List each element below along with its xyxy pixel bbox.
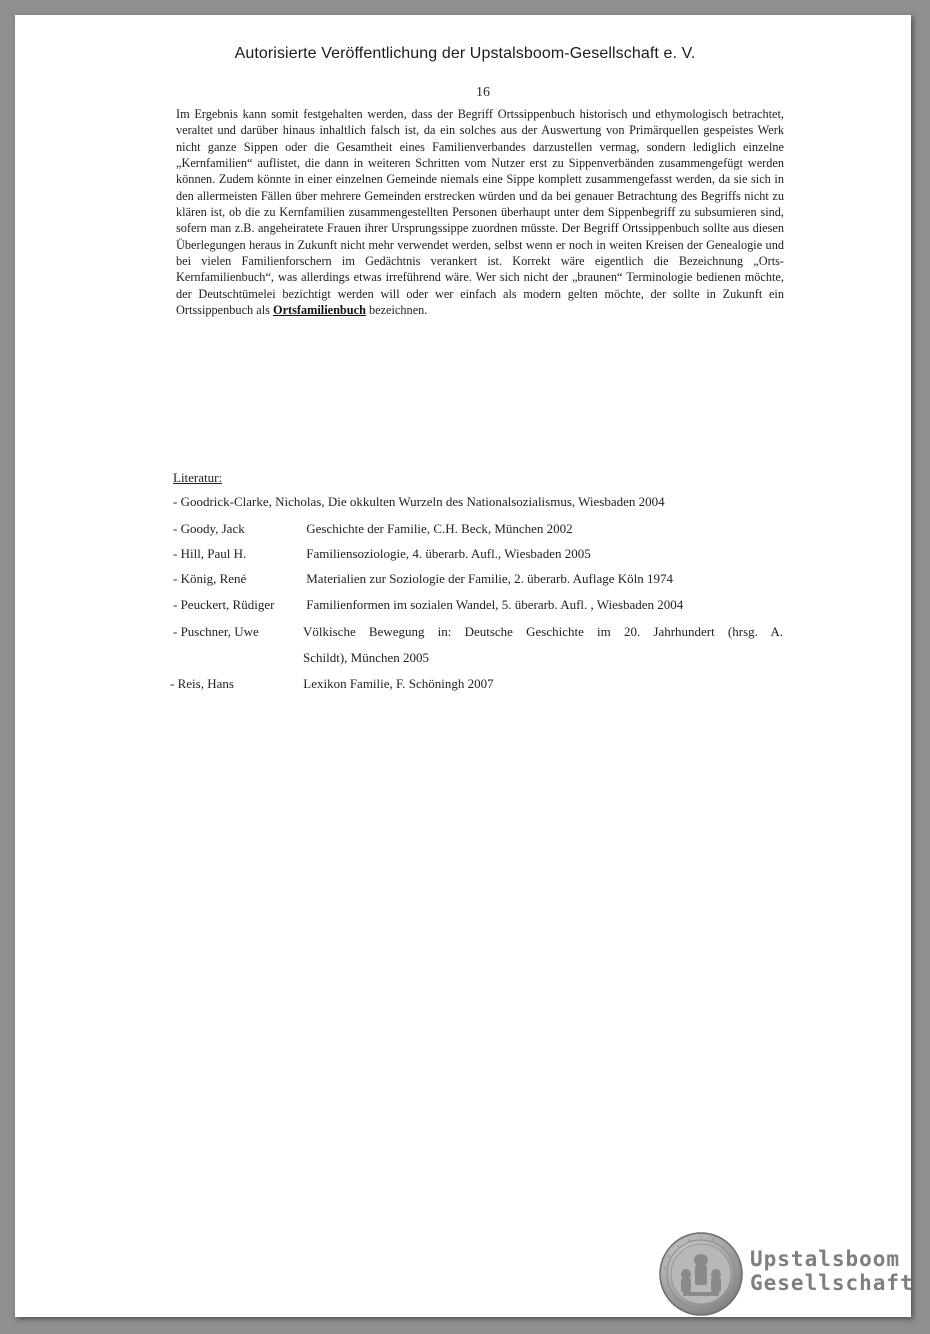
- paragraph-end: bezeichnen.: [365, 303, 428, 318]
- highlighted-term: Ortsfamilienbuch: [273, 303, 366, 318]
- entry-author: - Goodrick-Clarke, Nicholas,: [173, 494, 325, 509]
- literature-entry: [173, 546, 591, 562]
- literature-entry: [173, 521, 573, 537]
- logo-text-line2: Gesellschaft: [750, 1271, 914, 1295]
- literature-entry: [173, 494, 665, 510]
- publication-header: Autorisierte Veröffentlichung der Upstalsboom-Gesellschaft e. V.: [234, 45, 696, 62]
- literature-heading: Literatur:: [173, 470, 223, 485]
- literature-entry: [170, 676, 494, 692]
- entry-author: - Peuckert, Rüdiger: [173, 597, 275, 612]
- literature-entry: [173, 624, 303, 640]
- entry-title: Geschichte der Familie, C.H. Beck, München 2002: [306, 521, 573, 536]
- entry-author: - Hill, Paul H.: [173, 546, 247, 561]
- entry-title: Lexikon Familie, F. Schöningh 2007: [303, 676, 494, 691]
- literature-entry: [173, 571, 673, 587]
- entry-title: Familiensoziologie, 4. überarb. Aufl., Wiesbaden 2005: [306, 546, 591, 561]
- literature-entry: [173, 597, 683, 613]
- entry-author: - Goody, Jack: [173, 521, 245, 536]
- paragraph-text: Im Ergebnis kann somit festgehalten werden, dass der Begriff Ortssippenbuch historisch und ethymologisch betrachtet, veraltet und darüber hinaus inhaltlich falsch ist, da ein solches aus der Auswertung von Primärquellen gespeistes Werk nicht ganze Sippen oder die Gesamtheit eines Familienverbandes darzustellen vermag, sondern lediglich einzelne „Kernfamilien“ auflistet, die dann in weiteren Schritten vom Nutzer erst zu Sippenverbänden zusammengefügt werden können. Zudem könnte in einer einzelnen Gemeinde niemals eine Sippe komplett zusammengefasst werden, da sie sich in den allermeisten Fällen über mehrere Gemeinden erstrecken würden und da bei genauer Betrachtung des Begriffs nicht zu klären ist, ob die zu Kernfamilien zusammengestellten Personen überhaupt unter dem Sippenbegriff zu subsumieren sind, sofern man z.B. angeheiratete Frauen ihrer Ursprungssippe zuordnen müsste. Der Begriff Ortssippenbuch sollte aus diesen Überlegungen heraus in Zukunft nicht mehr verwendet werden, selbst wenn er noch in weiten Kreisen der Genealogie und bei vielen Familienforschern im Gedächtnis verankert ist. Korrekt wäre eigentlich die Bezeichnung „Orts-Kernfamilienbuch“, was allerdings etwas irreführend wäre. Wer sich nicht der „braunen“ Terminologie bedienen möchte, der Deutschtümelei bezichtigt werden will oder wer einfach als modern gelten möchte, der sollte in Zukunft ein Ortssippenbuch als: [176, 107, 784, 318]
- entry-title: Die okkulten Wurzeln des Nationalsozialismus, Wiesbaden 2004: [327, 494, 665, 509]
- logo-text-line1: Upstalsboom: [750, 1247, 901, 1271]
- entry-title: Familienformen im sozialen Wandel, 5. überarb. Aufl. , Wiesbaden 2004: [306, 597, 684, 612]
- body-paragraph: [176, 106, 784, 318]
- society-seal-logo: [659, 1232, 743, 1316]
- entry-title: Völkische Bewegung in: Deutsche Geschichte im 20. Jahrhundert (hrsg. A.: [303, 624, 783, 639]
- page-number: 16: [476, 85, 490, 100]
- entry-title: Materialien zur Soziologie der Familie, 2. überarb. Auflage Köln 1974: [306, 571, 674, 586]
- entry-author: - Puschner, Uwe: [173, 624, 259, 639]
- entry-author: - Reis, Hans: [170, 676, 234, 691]
- entry-author: - König, René: [173, 571, 247, 586]
- entry-title-continuation: Schildt), München 2005: [303, 650, 430, 665]
